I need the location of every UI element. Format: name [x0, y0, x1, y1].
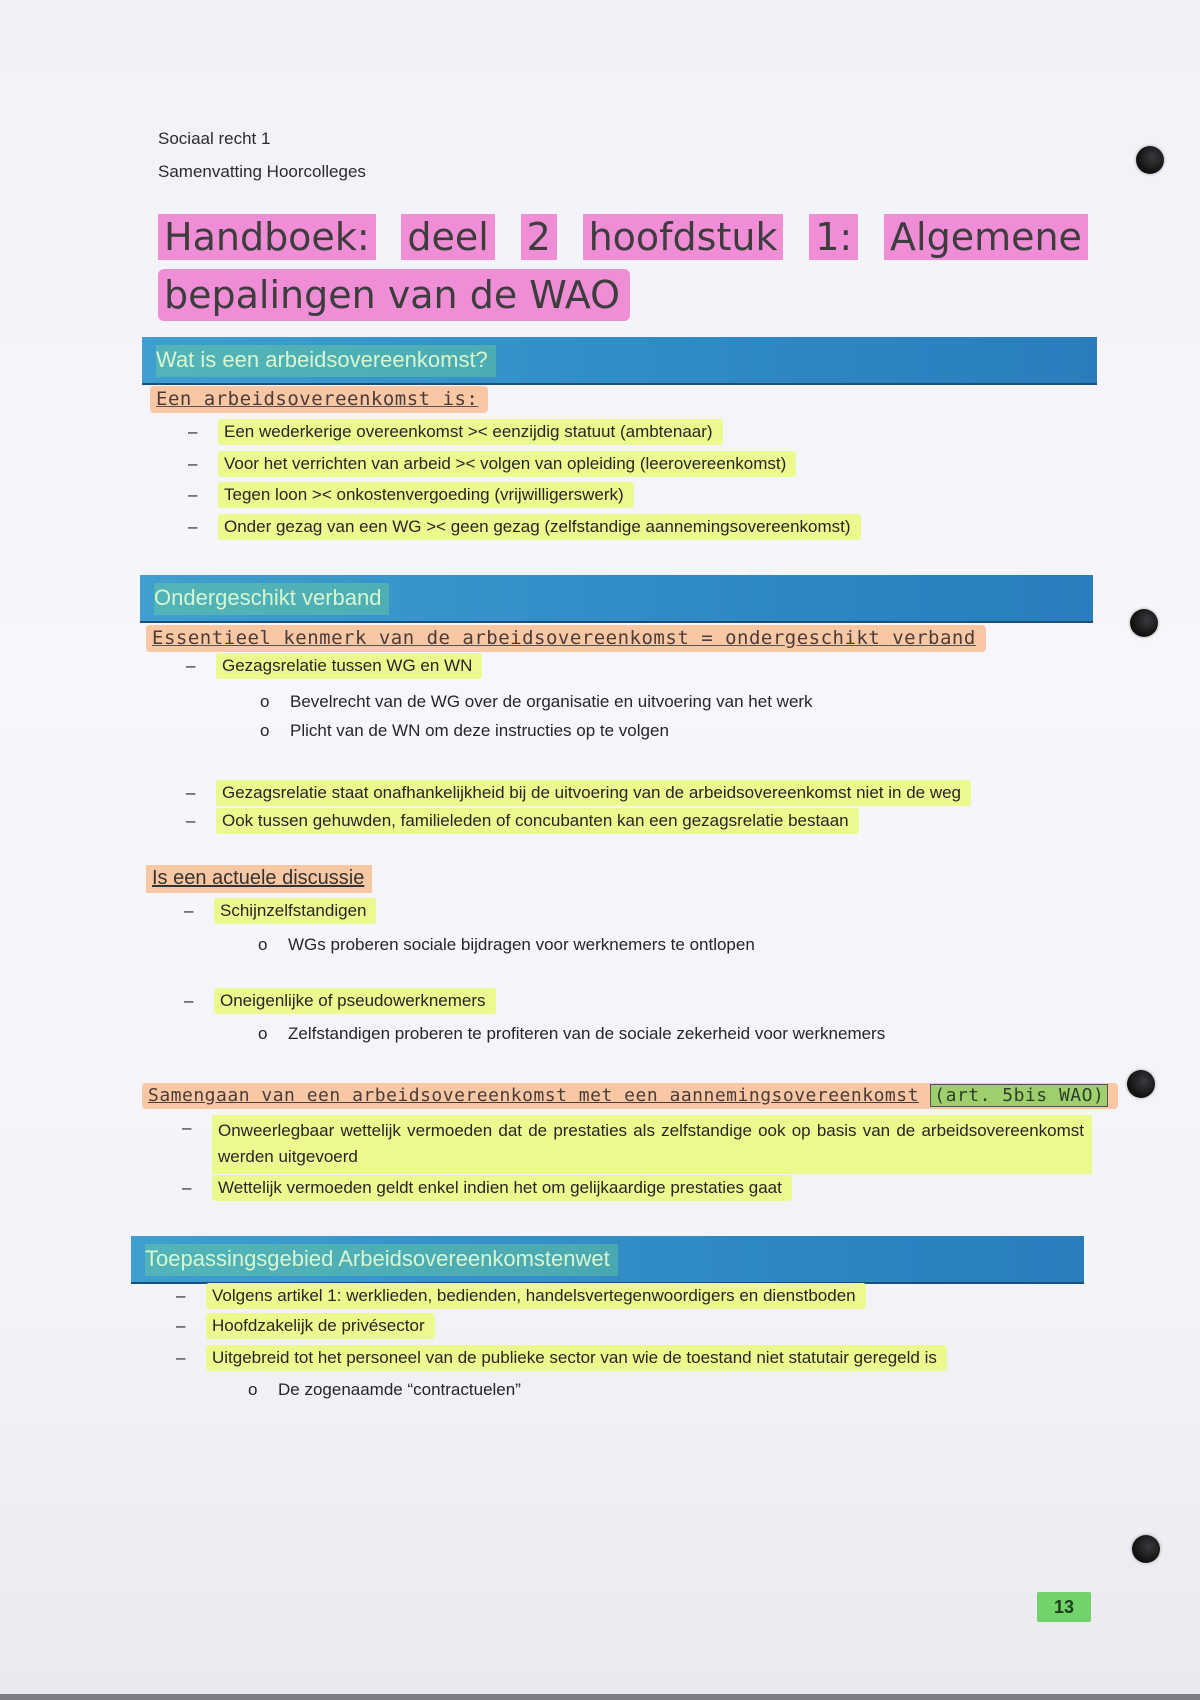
circle-bullet: o — [248, 1380, 258, 1399]
list-item — [186, 811, 859, 831]
sub-list-item — [248, 1380, 521, 1400]
list-item — [188, 485, 634, 505]
dash-bullet: – — [188, 517, 198, 536]
page-title-line2 — [158, 273, 630, 317]
subheading — [146, 625, 986, 652]
sub-item-text: Plicht van de WN om deze instructies op te volgen — [290, 721, 669, 740]
dash-bullet: – — [186, 811, 196, 830]
list-item-text: Volgens artikel 1: werklieden, bedienden, handelsvertegenwoordigers en dienstboden — [206, 1283, 866, 1309]
dash-bullet: – — [176, 1316, 186, 1335]
list-item — [184, 901, 376, 921]
list-item — [186, 783, 971, 803]
list-item-text: Oneigenlijke of pseudowerknemers — [214, 988, 496, 1014]
dash-bullet: – — [188, 454, 198, 473]
list-item-text: Schijnzelfstandigen — [214, 898, 376, 924]
dash-bullet: – — [176, 1348, 186, 1367]
circle-bullet: o — [260, 721, 270, 740]
subheading: Is een actuele discussie — [146, 865, 372, 893]
title-word: 1: — [809, 214, 858, 260]
sub-item-text: Zelfstandigen proberen te profiteren van de sociale zekerheid voor werknemers — [288, 1024, 886, 1043]
dash-bullet: – — [182, 1178, 192, 1197]
section-heading: Ondergeschikt verband — [154, 583, 389, 615]
punch-hole — [1136, 146, 1164, 174]
section-heading: Wat is een arbeidsovereenkomst? — [156, 345, 496, 377]
section-heading-bar — [140, 575, 1093, 623]
punch-hole — [1130, 609, 1158, 637]
article-reference: (art. 5bis WAO) — [930, 1084, 1108, 1107]
section-heading-bar — [131, 1236, 1084, 1284]
document-subtitle: Samenvatting Hoorcolleges — [158, 162, 366, 181]
punch-hole — [1127, 1070, 1155, 1098]
sub-item-text: Bevelrecht van de WG over de organisatie en uitvoering van het werk — [290, 692, 813, 711]
section-heading: Toepassingsgebied Arbeidsovereenkomstenwet — [145, 1244, 618, 1276]
list-item — [182, 1178, 792, 1198]
title-word: Algemene — [884, 214, 1088, 260]
list-item — [176, 1316, 435, 1336]
sub-list-item — [258, 1024, 886, 1044]
list-item-text: Voor het verrichten van arbeid >< volgen van opleiding (leerovereenkomst) — [218, 451, 796, 477]
dash-bullet: – — [188, 422, 198, 441]
dash-bullet: – — [184, 991, 194, 1010]
list-item-text: Wettelijk vermoeden geldt enkel indien het om gelijkaardige prestaties gaat — [212, 1175, 792, 1201]
page-number: 13 — [1037, 1592, 1091, 1622]
list-item — [186, 656, 482, 676]
sub-list-item — [260, 721, 669, 741]
circle-bullet: o — [258, 1024, 268, 1043]
title-word: hoofdstuk — [583, 214, 784, 260]
title-word: deel — [401, 214, 494, 260]
list-item-text: Onder gezag van een WG >< geen gezag (zelfstandige aannemingsovereenkomst) — [218, 514, 861, 540]
title-text: bepalingen van de WAO — [158, 269, 630, 321]
sub-item-text: WGs proberen sociale bijdragen voor werknemers te ontlopen — [288, 935, 755, 954]
dash-bullet: – — [186, 656, 196, 675]
list-item — [188, 454, 796, 474]
list-item-text: Tegen loon >< onkostenvergoeding (vrijwilligerswerk) — [218, 482, 634, 508]
subheading-text: Een arbeidsovereenkomst is: — [156, 388, 479, 410]
list-item-text: Onweerlegbaar wettelijk vermoeden dat de prestaties als zelfstandige ook op basis van de arbeidsovereenkomst werden uitgevoerd — [212, 1115, 1092, 1174]
subheading — [142, 1083, 1118, 1109]
dash-bullet: – — [176, 1286, 186, 1305]
subheading — [150, 386, 488, 413]
list-item-text: Gezagsrelatie staat onafhankelijkheid bij de uitvoering van de arbeidsovereenkomst niet in de weg — [216, 780, 971, 806]
sub-list-item — [258, 935, 755, 955]
subheading-text: Essentieel kenmerk van de arbeidsovereenkomst = ondergeschikt verband — [152, 627, 976, 649]
list-item-text: Gezagsrelatie tussen WG en WN — [216, 653, 482, 679]
list-item-text: Hoofdzakelijk de privésector — [206, 1313, 435, 1339]
dash-bullet: – — [182, 1118, 192, 1137]
list-item — [184, 991, 496, 1011]
dash-bullet: – — [188, 485, 198, 504]
dash-bullet: – — [184, 901, 194, 920]
punch-hole — [1132, 1535, 1160, 1563]
sub-item-text: De zogenaamde “contractuelen” — [278, 1380, 521, 1399]
page-title-line1 — [158, 214, 1088, 260]
list-item-text: Een wederkerige overeenkomst >< eenzijdig statuut (ambtenaar) — [218, 419, 723, 445]
list-item — [188, 422, 723, 442]
list-item-text: Uitgebreid tot het personeel van de publieke sector van wie de toestand niet statutair geregeld is — [206, 1345, 947, 1371]
subheading-text: Samengaan van een arbeidsovereenkomst met een aannemingsovereenkomst — [148, 1085, 919, 1106]
course-name: Sociaal recht 1 — [158, 129, 271, 148]
circle-bullet: o — [258, 935, 268, 954]
title-word: 2 — [521, 214, 557, 260]
circle-bullet: o — [260, 692, 270, 711]
sub-list-item — [260, 692, 813, 712]
dash-bullet: – — [186, 783, 196, 802]
section-heading-bar — [142, 337, 1097, 385]
list-item — [188, 517, 861, 537]
list-item — [176, 1348, 947, 1368]
title-word: Handboek: — [158, 214, 376, 260]
list-item — [176, 1286, 866, 1306]
list-item-text: Ook tussen gehuwden, familieleden of concubanten kan een gezagsrelatie bestaan — [216, 808, 859, 834]
